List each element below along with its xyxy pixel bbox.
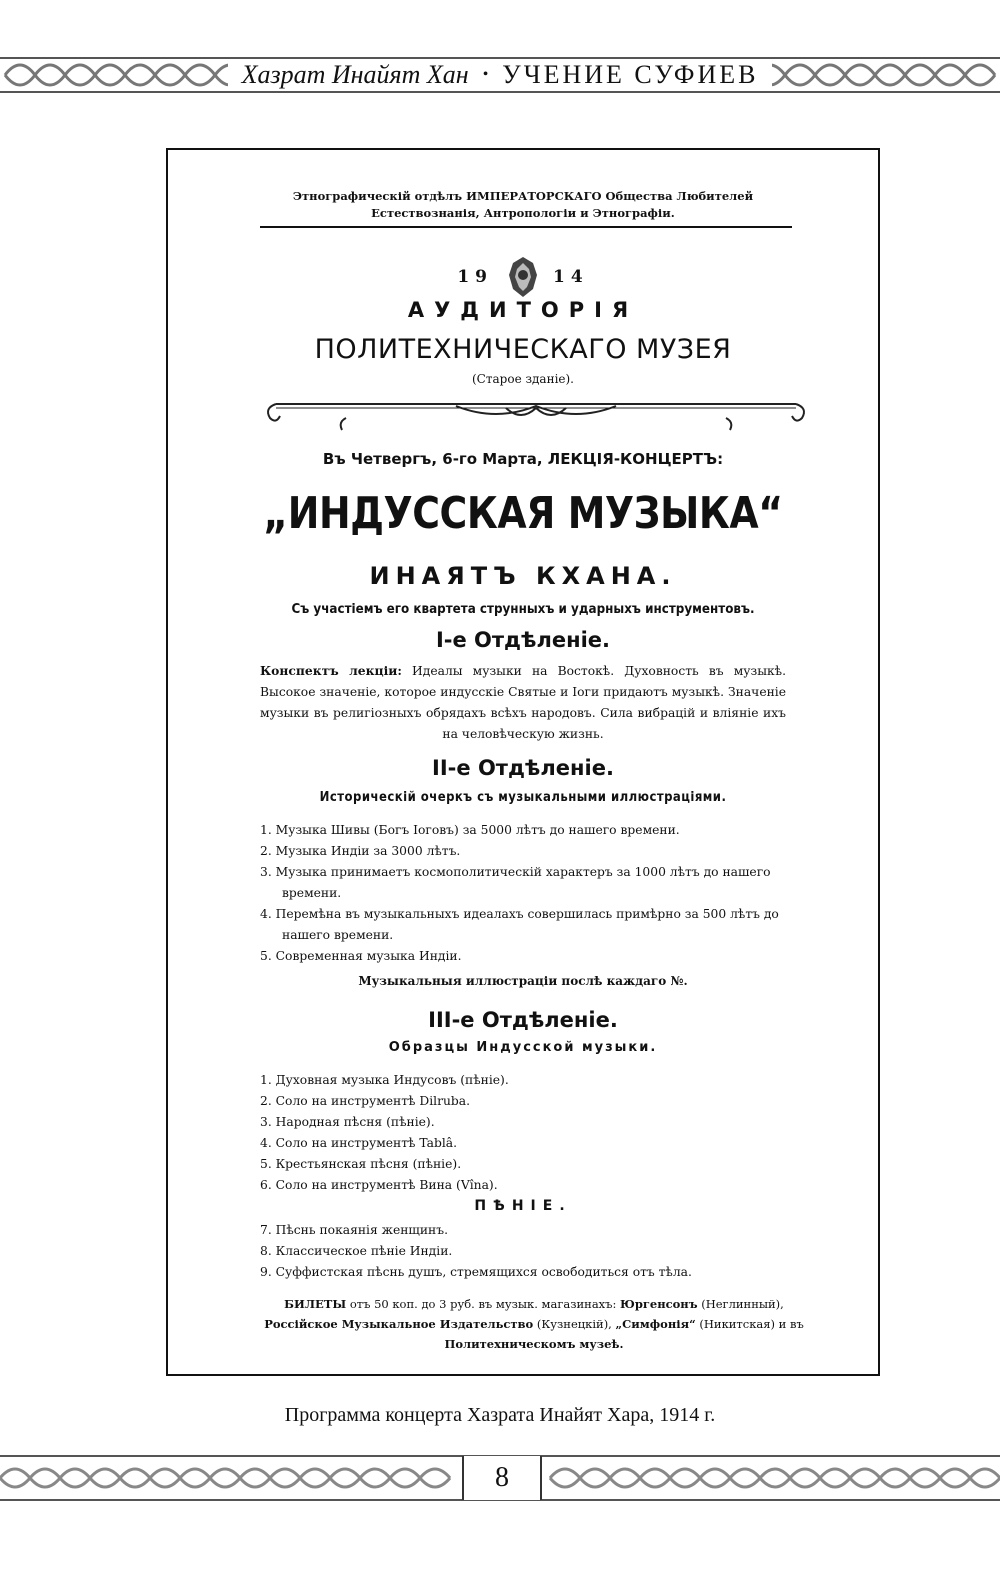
running-head-author: Хазрат Инайят Хан <box>241 60 469 89</box>
list-item: 5. Крестьянская пѣсня (пѣніе). <box>260 1157 462 1171</box>
society-header <box>168 188 878 222</box>
year-left: 19 <box>457 267 493 287</box>
running-head <box>0 55 1000 95</box>
quartet-line: Съ участіемъ его квартета струнныхъ и ударныхъ инструментовъ. <box>291 602 755 617</box>
tickets-and-at: и въ <box>778 1317 804 1331</box>
list-item: 2. Музыка Индіи за 3000 лѣтъ. <box>260 844 461 858</box>
building-note: (Старое зданіе). <box>472 372 574 386</box>
list-item: 4. Перемѣна въ музыкальныхъ идеалахъ совершилась примѣрно за 500 лѣтъ до нашего времени. <box>260 907 779 942</box>
shop-jurgenson: Юргенсонъ <box>620 1297 698 1311</box>
shop-symphonia: „Симфонія“ <box>615 1317 696 1331</box>
page-number: 8 <box>462 1456 542 1500</box>
concert-poster <box>166 148 880 1376</box>
figure-caption: Программа концерта Хазрата Инайят Хара, 1914 г. <box>284 1404 716 1426</box>
list-item: 3. Музыка принимаетъ космополитическій характеръ за 1000 лѣтъ до нашего времени. <box>260 865 771 900</box>
list-item: 3. Народная пѣсня (пѣніе). <box>260 1115 435 1129</box>
year-right: 14 <box>553 267 589 287</box>
shop-russian-music-publishing: Россійское Музыкальное Издательство <box>264 1317 534 1331</box>
part-3-subtitle: Образцы Индусской музыки. <box>388 1040 658 1055</box>
list-item: 2. Соло на инструментѣ Dilruba. <box>260 1094 471 1108</box>
list-item: 1. Музыка Шивы (Богъ Іоговъ) за 5000 лѣтъ до нашего времени. <box>260 823 680 837</box>
singing-list <box>260 1220 808 1283</box>
shop-jurgenson-address: (Неглинный), <box>701 1297 784 1311</box>
shop-symphonia-address: (Никитская) <box>699 1317 776 1331</box>
society-line-1: Этнографическій отдѣлъ ИМПЕРАТОРСКАГО Общества Любителей <box>292 189 754 203</box>
list-item: 4. Соло на инструментѣ Tablâ. <box>260 1136 457 1150</box>
running-head-title: УЧЕНИЕ СУФИЕВ <box>502 60 759 89</box>
list-item: 6. Соло на инструментѣ Вина (Vîna). <box>260 1178 498 1192</box>
part-3-list <box>260 1070 808 1196</box>
shop-russian-music-publishing-address: (Кузнецкій), <box>536 1317 612 1331</box>
synopsis-lead: Конспектъ лекціи: <box>260 663 402 678</box>
date-line: Въ Четвергъ, 6-го Марта, ЛЕКЦІЯ-КОНЦЕРТЪ: <box>322 450 724 468</box>
museum-title: ПОЛИТЕХНИЧЕСКАГО МУЗЕЯ <box>314 334 732 365</box>
synopsis-text: Идеалы музыки на Востокѣ. Духовность въ музыкѣ. Высокое значеніе, которое индусскіе Святые и Іоги придаютъ музыкѣ. Значеніе музыки въ религіозныхъ обрядахъ всѣхъ народовъ. Сила вибрацій и вліяніе ихъ на человѣческую жизнь. <box>260 664 786 741</box>
lecturer-name: ИНАЯТЪ КХАНА. <box>369 562 677 590</box>
list-item: 5. Современная музыка Индіи. <box>260 949 462 963</box>
tickets-lead: БИЛЕТЫ <box>284 1297 347 1311</box>
part-2-subtitle: Историческій очеркъ съ музыкальными иллюстраціями. <box>319 790 727 805</box>
part-1-title: I-е Отдѣленіе. <box>435 628 611 652</box>
society-rule <box>260 226 792 228</box>
running-head-separator: • <box>482 66 489 83</box>
part-1-synopsis <box>260 660 786 745</box>
part-2-note: Музыкальныя иллюстраціи послѣ каждаго №. <box>358 974 688 988</box>
shop-polytechnic-museum: Политехническомъ музеѣ. <box>444 1337 624 1351</box>
society-line-2: Естествознанія, Антропологіи и Этнографіи. <box>371 206 675 220</box>
part-2-title: II-е Отдѣленіе. <box>432 756 614 780</box>
part-2-list <box>260 820 808 967</box>
list-item: 1. Духовная музыка Индусовъ (пѣніе). <box>260 1073 509 1087</box>
emblem-icon <box>503 255 543 299</box>
list-item: 8. Классическое пѣніе Индіи. <box>260 1244 453 1258</box>
part-3-title: III-е Отдѣленіе. <box>428 1008 618 1032</box>
list-item: 7. Пѣснь покаянія женщинъ. <box>260 1223 448 1237</box>
list-item: 9. Суффистская пѣснь душъ, стремящихся освободиться отъ тѣла. <box>260 1265 692 1279</box>
year-line <box>168 255 878 299</box>
tickets-price: отъ 50 коп. до 3 руб. въ музык. магазинахъ: <box>349 1297 617 1311</box>
scroll-divider-ornament <box>256 394 816 434</box>
tickets-info <box>254 1294 814 1354</box>
main-title: „ИНДУССКАЯ МУЗЫКА“ <box>263 488 783 539</box>
singing-title: ПѢНІЕ. <box>474 1198 572 1214</box>
auditorium-title: АУДИТОРІЯ <box>407 298 639 322</box>
